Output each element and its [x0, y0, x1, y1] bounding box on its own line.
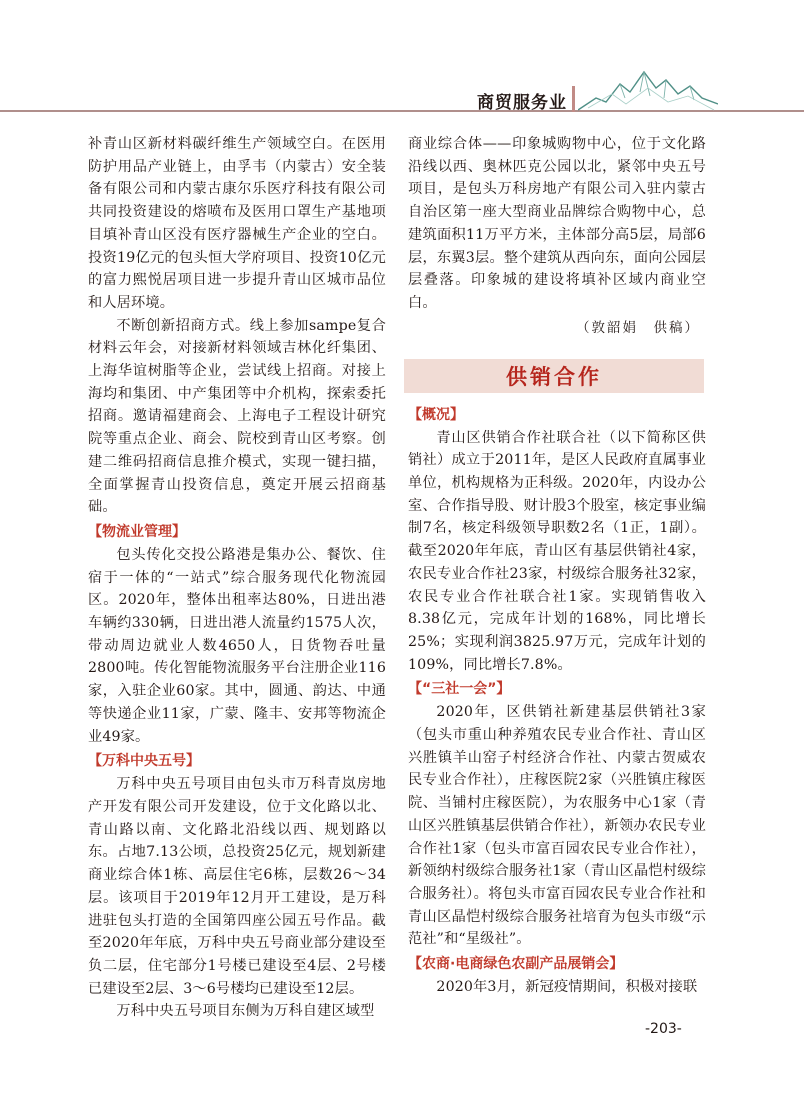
- right-column: [408, 133, 706, 999]
- paragraph: 2020年，区供销社新建基层供销社3家（包头市重山种养殖农民专业合作社、青山区兴胜镇羊山窑子村经济合作社、内蒙古贺威农民专业合作社），庄稼医院2家（兴胜镇庄稼医院、当铺村庄稼医院），为农服务中心1家（青山区兴胜镇基层供销合作社），新领办农民专业合作社1家（包头市富百园农民专业合作社），新领纳村级综合服务社1家（青山区晶恺村级综合服务社）。将包头市富百园农民专业合作社和青山区晶恺村级综合服务社培育为包头市级“示范社”和“星级社”。: [408, 704, 706, 948]
- running-header: [0, 0, 804, 120]
- paragraph: 万科中央五号项目东侧为万科自建区域型: [116, 1003, 375, 1020]
- paragraph: 不断创新招商方式。线上参加sampe复合材料云年会，对接新材料领域吉林化纤集团、上海华谊树脂等企业，尝试线上招商。对接上海均和集团、中产集团等中介机构，探索委托招商。邀请福建商会、上海电子工程设计研究院等重点企业、商会、院校到青山区考察。创建二维码招商信息推介模式，实现一键扫描，全面掌握青山投资信息，奠定开展云招商基础。: [88, 317, 386, 516]
- contributor-credit: （敦韶娟 供稿）: [576, 319, 700, 336]
- paragraph: 2020年3月，新冠疫情期间，积极对接联: [436, 979, 698, 996]
- paragraph: 包头传化交投公路港是集办公、餐饮、住宿于一体的“一站式”综合服务现代化物流园区。2020年，整体出租率达80%，日进出港车辆约330辆，日进出港人流量约1575人次，带动周边就业人数4650人，日货物吞吐量2800吨。传化智能物流服务平台注册企业116家，入驻企业60家。其中，圆通、韵达、中通等快递企业11家，广蒙、隆丰、安邦等物流企业49家。: [88, 546, 386, 745]
- section-heading-vanke: 【万科中央五号】: [88, 753, 200, 770]
- section-heading-overview: 【概况】: [408, 406, 464, 423]
- chapter-banner: 供销合作: [404, 359, 704, 393]
- paragraph: 补青山区新材料碳纤维生产领域空白。在医用防护用品产业链上，由孚韦（内蒙古）安全装备有限公司和内蒙古康尔乐医疗科技有限公司共同投资建设的熔喷布及医用口罩生产基地项目填补青山区没有医疗器械生产企业的空白。投资19亿元的包头恒大学府项目、投资10亿元的富力熙悦居项目进一步提升青山区城市品位和人居环境。: [88, 136, 386, 311]
- left-column: [88, 133, 386, 1023]
- section-title: 商贸服务业: [477, 93, 567, 113]
- paragraph: 商业综合体——印象城购物中心，位于文化路沿线以西、奥林匹克公园以北，紧邻中央五号项目，是包头万科房地产有限公司入驻内蒙古自治区第一座大型商业品牌综合购物中心，总建筑面积11万平方米，主体部分高5层，局部6层，东翼3层。整个建筑从西向东，面向公园层层叠落。印象城的建设将填补区域内商业空白。: [408, 136, 706, 311]
- mountain-illustration: [578, 58, 718, 112]
- paragraph: 万科中央五号项目由包头市万科青岚房地产开发有限公司开发建设，位于文化路以北、青山路以南、文化路北沿线以西、规划路以东。占地7.13公顷，总投资25亿元，规划新建商业综合体1栋、高层住宅6栋，层数26～34层。该项目于2019年12月开工建设，是万科进驻包头打造的全国第四座公园五号作品。截至2020年年底，万科中央五号商业部分建设至负二层，住宅部分1号楼已建设至4层、2号楼已建设至2层、3～6号楼均已建设至12层。: [88, 776, 386, 997]
- section-heading-logistics: 【物流业管理】: [88, 523, 186, 540]
- section-heading-expo: 【农商·电商绿色农副产品展销会】: [408, 956, 624, 973]
- page-number: -203-: [645, 1021, 682, 1037]
- paragraph: 青山区供销合作社联合社（以下简称区供销社）成立于2011年，是区人民政府直属事业单位，机构规格为正科级。2020年，内设办公室、合作指导股、财计股3个股室，核定事业编制7名，核定科级领导职数2名（1正，1副）。截至2020年年底，青山区有基层供销社4家，农民专业合作社23家，村级综合服务社32家，农民专业合作社联合社1家。实现销售收入8.38亿元，完成年计划的168%，同比增长25%；实现利润3825.97万元，完成年计划的109%，同比增长7.8%。: [408, 429, 706, 673]
- header-accent-bar: [572, 86, 575, 112]
- section-heading-three-societies: 【“三社一会”】: [408, 681, 511, 698]
